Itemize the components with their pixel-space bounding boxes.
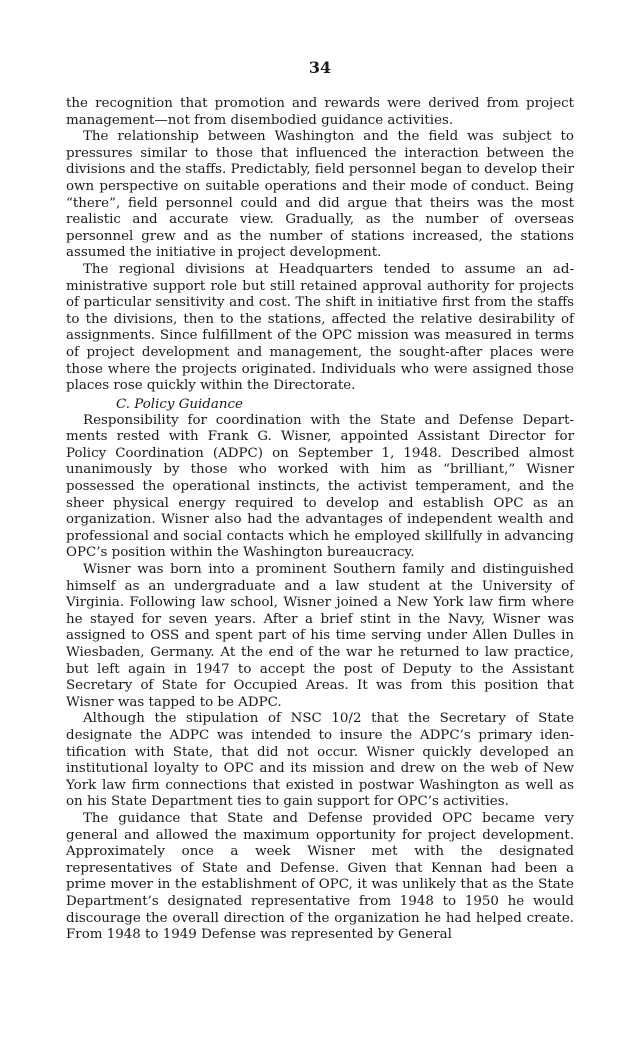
paragraph-responsibility: Responsibility for coordination with the State and Defense Departments rested with Frank G. Wisner, appointed Assistant Director for Policy Coordination (ADPC) on September 1, 1948. Described almost unanimously by those who worked with him as “brilliant,” Wisner possessed the operational instincts, the activist temperament, and the sheer physical energy required to develop and establish OPC as an organization. Wisner also had the advantages of independent wealth and professional and social contacts which he employed skillfully in advancing OPC’s position within the Washington bureaucracy. [66, 412, 574, 561]
page-number: 34 [308, 58, 332, 77]
paragraph-wisner-background: Wisner was born into a prominent Southern family and distinguished himself as an undergraduate and a law student at the University of Virginia. Following law school, Wisner joined a New York law firm where he stayed for seven years. After a brief stint in the Navy, Wisner was assigned to OSS and spent part of his time serving under Allen Dulles in Wiesbaden, Germany. At the end of the war he returned to law practice, but left again in 1947 to accept the post of Deputy to the Assistant Secretary of State for Occupied Areas. It was from this position that Wisner was tapped to be ADPC. [66, 562, 574, 710]
document-page [66, 58, 574, 944]
paragraph-continued: the recognition that promotion and rewards were derived from project management—not from disembodied guidance activities. [66, 96, 574, 128]
paragraph-washington-field: The relationship between Washington and the field was subject to pressures similar to those that influenced the interaction between the divisions and the staffs. Predictably, field personnel began to develop their own perspective on suitable operations and their mode of conduct. Being “there”, field personnel could and did argue that theirs was the most realistic and accurate view. Gradually, as the number of overseas personnel grew and as the number of stations increased, the stations assumed the initiative in project development. [66, 129, 574, 261]
paragraph-nsc-stipulation: Although the stipulation of NSC 10/2 that the Secretary of State designate the ADPC was intended to insure the ADPC’s primary identification with State, that did not occur. Wisner quickly developed an institutional loyalty to OPC and its mission and drew on the web of New York law firm connections that existed in postwar Washington as well as on his State Department ties to gain support for OPC’s activities. [66, 711, 574, 810]
section-heading: C. Policy Guidance [116, 396, 243, 412]
paragraph-guidance: The guidance that State and Defense provided OPC became very general and allowed the maximum opportunity for project development. Approximately once a week Wisner met with the designated representatives of State and Defense. Given that Kennan had been a prime mover in the establishment of OPC, it was unlikely that as the State Department’s designated representative from 1948 to 1950 he would discourage the overall direction of the organization he had helped create. From 1948 to 1949 Defense was represented by General [66, 810, 574, 943]
paragraph-regional-divisions: The regional divisions at Headquarters tended to assume an administrative support role but still retained approval authority for projects of particular sensitivity and cost. The shift in initiative first from the staffs to the divisions, then to the stations, affected the relative desirability of assignments. Since fulfillment of the OPC mission was measured in terms of project development and management, the sought-after places were those where the projects originated. Individuals who were assigned those places rose quickly within the Directorate. [66, 261, 574, 394]
